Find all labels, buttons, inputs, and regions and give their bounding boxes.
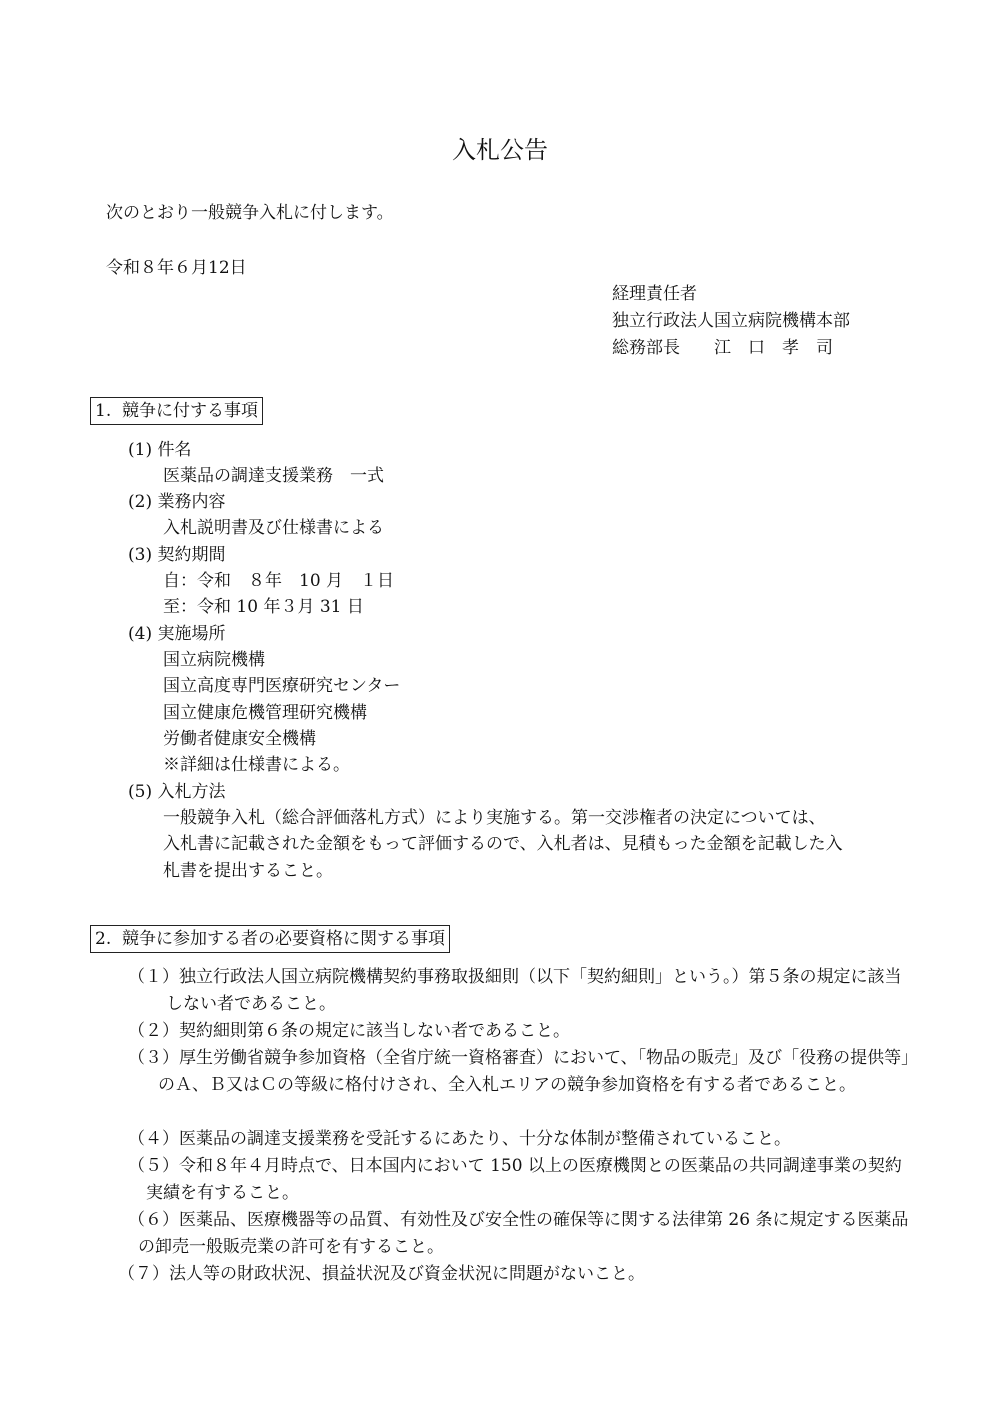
issuer-organization: 独立行政法人国立病院機構本部: [612, 311, 850, 331]
section2-item: [128, 1153, 910, 1207]
section1-item-line: 札書を提出すること。: [163, 861, 333, 881]
section2-item: [128, 1207, 910, 1261]
section1-item-label: (3) 契約期間: [128, 545, 226, 565]
section1-item-line: ※詳細は仕様書による。: [163, 755, 350, 775]
section1-item-line: 入札書に記載された金額をもって評価するので、入札者は、見積もった金額を記載した入: [163, 834, 843, 854]
section2-item: [118, 1261, 910, 1288]
issuer-position-name: 総務部長 江 口 孝 司: [612, 338, 833, 358]
section1-item-line: 国立高度専門医療研究センター: [163, 676, 401, 696]
section1-item-line: 国立病院機構: [163, 650, 265, 670]
section1-heading-text: 1. 競争に付する事項: [95, 401, 259, 421]
section1-item-label: (2) 業務内容: [128, 492, 226, 512]
section1-item-line: 入札説明書及び仕様書による: [163, 518, 384, 538]
section2-item-text: （３）厚生労働省競争参加資格（全省庁統一資格審査）において、「物品の販売」及び「役務の提供等」のＡ、Ｂ又はＣの等級に格付けされ、全入札エリアの競争参加資格を有する者であること。: [128, 1048, 910, 1095]
section1-item-line: 一般競争入札（総合評価落札方式）により実施する。第一交渉権者の決定については、: [163, 808, 826, 828]
section1-item-line: 医薬品の調達支援業務 一式: [163, 466, 384, 486]
section2-item-text: （５）令和８年４月時点で、日本国内において 150 以上の医療機関との医薬品の共同調達事業の契約実績を有すること。: [128, 1156, 902, 1203]
section1-item-label: (5) 入札方法: [128, 782, 226, 802]
section2-heading: [90, 925, 450, 953]
section2-item: [128, 1126, 910, 1153]
section1-item-line: 自：令和 ８年 10 月 １日: [163, 571, 395, 591]
section1-item-label: (4) 実施場所: [128, 624, 226, 644]
section2-item: [128, 964, 910, 1018]
section2-item-text: （２）契約細則第６条の規定に該当しない者であること。: [128, 1021, 570, 1041]
section2-item: [128, 1045, 910, 1099]
issuer-role: 経理責任者: [612, 284, 697, 304]
section1-item-line: 国立健康危機管理研究機構: [163, 703, 367, 723]
section2-item: [128, 1018, 910, 1045]
section1-heading: [90, 397, 263, 425]
section1-item-label: (1) 件名: [128, 440, 192, 460]
intro-text: 次のとおり一般競争入札に付します。: [106, 203, 394, 223]
notice-date: 令和８年６月12日: [106, 258, 247, 278]
section1-item-line: 労働者健康安全機構: [163, 729, 316, 749]
section2-heading-text: 2. 競争に参加する者の必要資格に関する事項: [95, 929, 446, 949]
section2-item-text: （４）医薬品の調達支援業務を受託するにあたり、十分な体制が整備されていること。: [128, 1129, 791, 1149]
document-title: 入札公告: [452, 136, 548, 164]
section1-item-line: 至：令和 10 年３月 31 日: [163, 597, 364, 617]
section2-item-text: （６）医薬品、医療機器等の品質、有効性及び安全性の確保等に関する法律第 26 条に規定する医薬品の卸売一般販売業の許可を有すること。: [128, 1210, 909, 1257]
section2-item-text: （１）独立行政法人国立病院機構契約事務取扱細則（以下「契約細則」という。）第５条の規定に該当しない者であること。: [128, 967, 902, 1014]
section2-item-text: （７）法人等の財政状況、損益状況及び資金状況に問題がないこと。: [118, 1264, 645, 1284]
